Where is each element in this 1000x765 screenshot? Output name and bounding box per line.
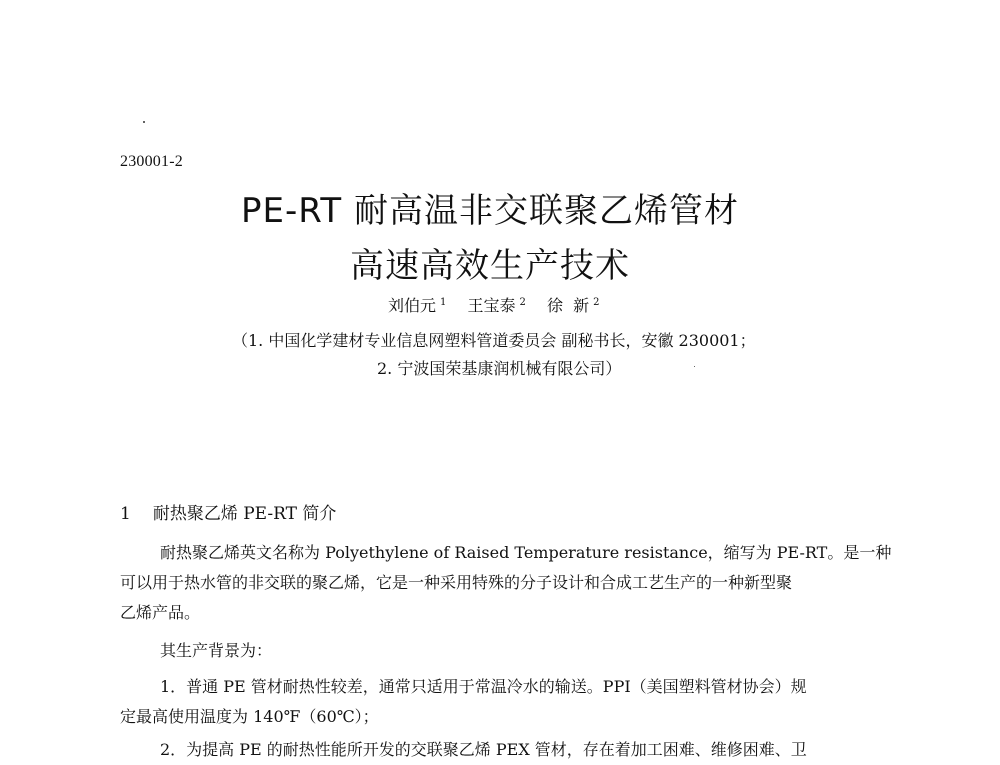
paragraph-2: [120, 636, 865, 666]
author: [547, 296, 600, 315]
paragraph-1: [120, 538, 892, 628]
paragraph-line: 耐热聚乙烯英文名称为 Polyethylene of Raised Temperature resistance，缩写为 PE-RT。是一种: [160, 543, 892, 562]
paragraph-line: 定最高使用温度为 140℉（60℃）；: [120, 707, 379, 726]
author: [388, 296, 446, 315]
paragraph-line: 2．为提高 PE 的耐热性能所开发的交联聚乙烯 PEX 管材，存在着加工困难、维修困难、卫: [160, 740, 807, 759]
section-heading: [120, 499, 336, 524]
author-affil-mark: 2: [593, 296, 600, 308]
scan-speck: [143, 121, 145, 123]
author-list: [388, 293, 616, 316]
paragraph-line: 1．普通 PE 管材耐热性较差，通常只适用于常温冷水的输送。PPI（美国塑料管材协会）规: [160, 677, 807, 696]
affiliation-line-1: （1. 中国化学建材专业信息网塑料管道委员会 副秘书长，安徽 230001；: [232, 331, 756, 350]
author-affil-mark: 1: [440, 296, 447, 308]
author-name: 刘伯元: [388, 296, 437, 315]
author-name: 徐 新: [546, 296, 590, 315]
section-number: 1: [120, 504, 131, 524]
paragraph-3: [120, 672, 865, 732]
paragraph-line: 其生产背景为：: [160, 641, 273, 660]
paragraph-line: 乙烯产品。: [120, 603, 201, 622]
title-line-1: PE-RT 耐高温非交联聚乙烯管材: [241, 191, 739, 231]
author-affil-mark: 2: [519, 296, 526, 308]
author-name: 王宝泰: [467, 296, 516, 315]
paragraph-line: 可以用于热水管的非交联的聚乙烯，它是一种采用特殊的分子设计和合成工艺生产的一种新型聚: [120, 573, 793, 592]
affiliation-line-2: 2. 宁波国荣基康润机械有限公司）: [377, 359, 622, 378]
document-id: 230001-2: [120, 153, 183, 170]
section-title: 耐热聚乙烯 PE-RT 简介: [152, 504, 337, 524]
author: [467, 296, 525, 315]
paragraph-4: [120, 735, 865, 765]
scan-speck: [694, 366, 695, 367]
title-line-2: 高速高效生产技术: [350, 246, 630, 286]
